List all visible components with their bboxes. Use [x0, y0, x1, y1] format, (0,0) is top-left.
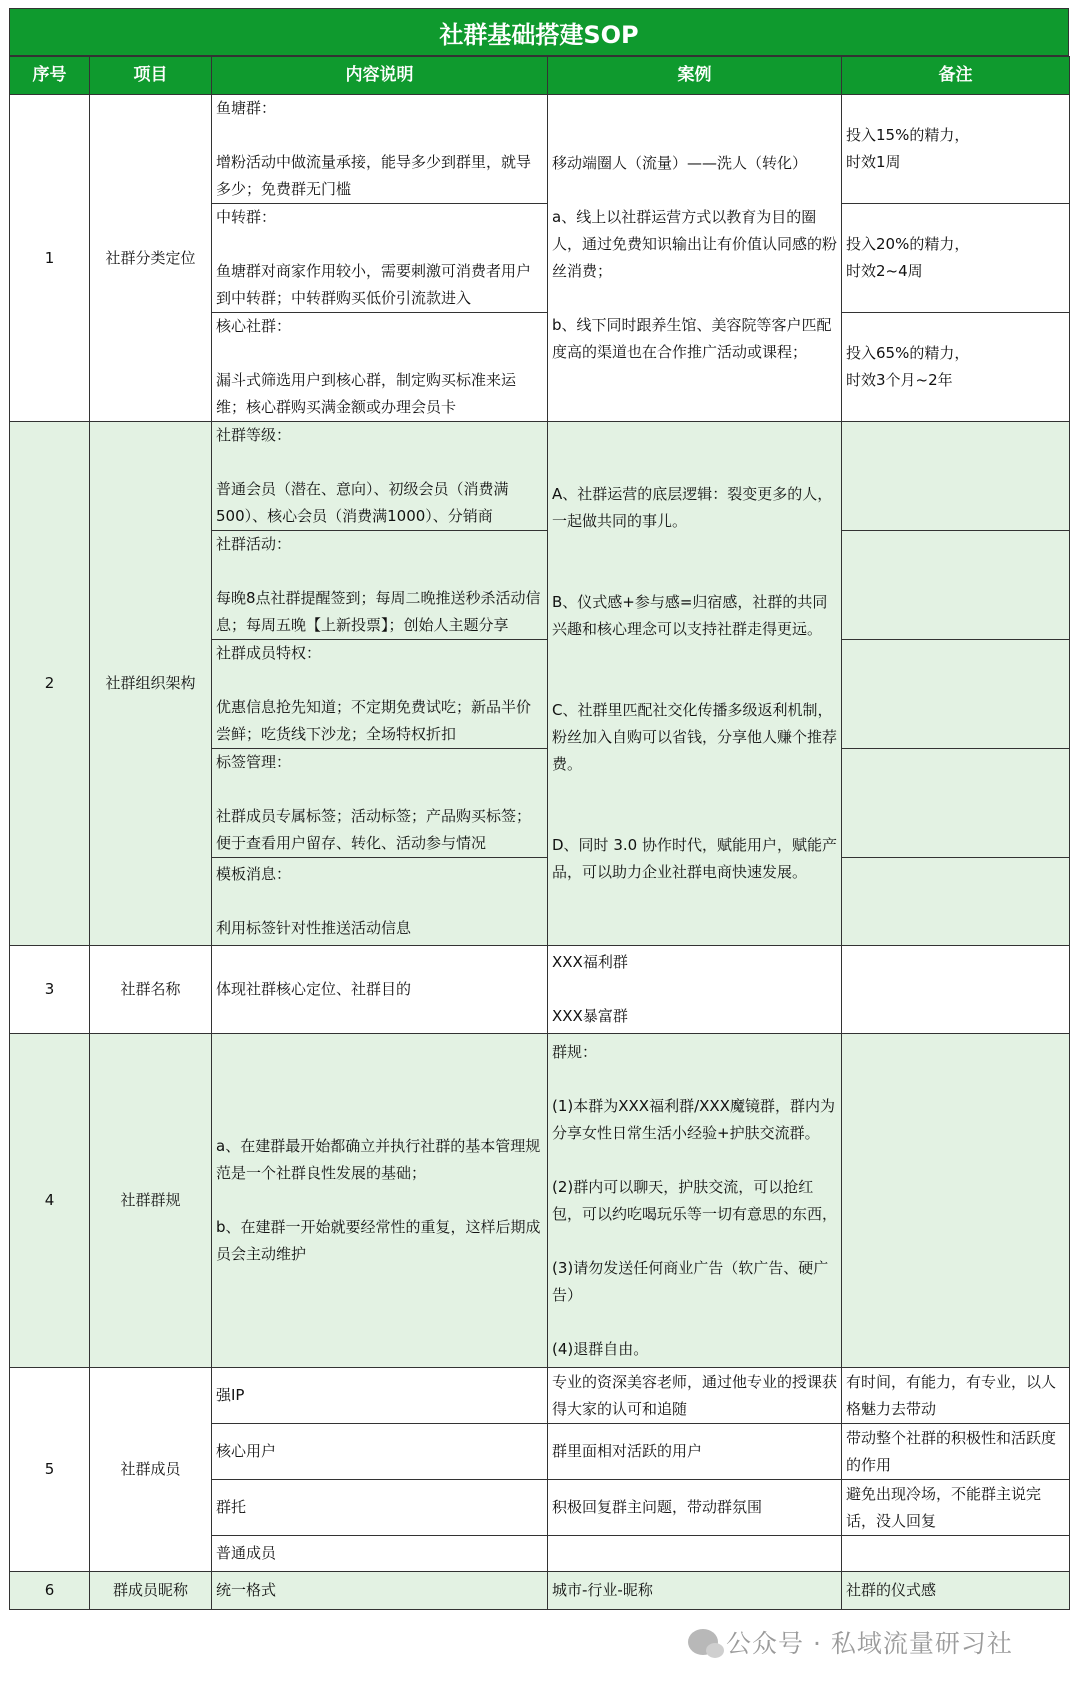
note-cell	[842, 749, 1070, 858]
note-cell: 带动整个社群的积极性和活跃度的作用	[842, 1424, 1070, 1480]
example-cell: 城市-行业-昵称	[548, 1572, 842, 1610]
content-cell: 群托	[212, 1480, 548, 1536]
wechat-icon	[688, 1629, 718, 1655]
example-cell: 群里面相对活跃的用户	[548, 1424, 842, 1480]
content-cell: 核心社群： 漏斗式筛选用户到核心群，制定购买标准来运维；核心群购买满金额或办理会员卡	[212, 313, 548, 422]
example-cell: XXX福利群 XXX暴富群	[548, 946, 842, 1034]
content-cell: a、在建群最开始都确立并执行社群的基本管理规范是一个社群良性发展的基础； b、在建群一开始就要经常性的重复，这样后期成员会主动维护	[212, 1034, 548, 1368]
table-row	[10, 1034, 1070, 1368]
row-no: 1	[10, 95, 90, 422]
row-item: 社群名称	[90, 946, 212, 1034]
content-cell: 强IP	[212, 1368, 548, 1424]
row-no: 2	[10, 422, 90, 946]
watermark	[680, 1622, 1021, 1662]
row-item: 群成员昵称	[90, 1572, 212, 1610]
note-cell: 投入65%的精力， 时效3个月~2年	[842, 313, 1070, 422]
content-cell: 模板消息： 利用标签针对性推送活动信息	[212, 858, 548, 946]
content-cell: 普通成员	[212, 1536, 548, 1572]
note-cell: 投入20%的精力， 时效2~4周	[842, 204, 1070, 313]
header-example: 案例	[548, 57, 842, 95]
table-row	[10, 422, 1070, 531]
header-item: 项目	[90, 57, 212, 95]
note-cell: 投入15%的精力， 时效1周	[842, 95, 1070, 204]
content-cell: 体现社群核心定位、社群目的	[212, 946, 548, 1034]
table-row	[10, 946, 1070, 1034]
content-cell: 社群成员特权： 优惠信息抢先知道；不定期免费试吃；新品半价尝鲜；吃货线下沙龙；全场特权折扣	[212, 640, 548, 749]
note-cell: 社群的仪式感	[842, 1572, 1070, 1610]
content-cell: 社群活动： 每晚8点社群提醒签到；每周二晚推送秒杀活动信息；每周五晚【上新投票】；创始人主题分享	[212, 531, 548, 640]
header-no: 序号	[10, 57, 90, 95]
row-no: 3	[10, 946, 90, 1034]
row-no: 6	[10, 1572, 90, 1610]
note-cell	[842, 422, 1070, 531]
note-cell	[842, 640, 1070, 749]
content-cell: 标签管理： 社群成员专属标签；活动标签；产品购买标签；便于查看用户留存、转化、活动参与情况	[212, 749, 548, 858]
row-item: 社群群规	[90, 1034, 212, 1368]
example-cell: 移动端圈人（流量）——洗人（转化） a、线上以社群运营方式以教育为目的圈人，通过免费知识输出让有价值认同感的粉丝消费； b、线下同时跟养生馆、美容院等客户匹配度高的渠道也在合作推广活动或课程；	[548, 95, 842, 422]
note-cell	[842, 531, 1070, 640]
row-item: 社群成员	[90, 1368, 212, 1572]
note-cell	[842, 1536, 1070, 1572]
row-item: 社群分类定位	[90, 95, 212, 422]
row-item: 社群组织架构	[90, 422, 212, 946]
header-content: 内容说明	[212, 57, 548, 95]
content-cell: 中转群： 鱼塘群对商家作用较小，需要刺激可消费者用户到中转群；中转群购买低价引流款进入	[212, 204, 548, 313]
sop-table	[9, 56, 1070, 1610]
row-no: 4	[10, 1034, 90, 1368]
content-cell: 核心用户	[212, 1424, 548, 1480]
header-row	[10, 57, 1070, 95]
header-notes: 备注	[842, 57, 1070, 95]
sheet-title: 社群基础搭建SOP	[9, 8, 1069, 56]
content-cell: 社群等级： 普通会员（潜在、意向）、初级会员（消费满500）、核心会员（消费满1000）、分销商	[212, 422, 548, 531]
table-row	[10, 1368, 1070, 1424]
example-cell: 积极回复群主问题，带动群氛围	[548, 1480, 842, 1536]
content-cell: 鱼塘群： 增粉活动中做流量承接，能导多少到群里，就导多少；免费群无门槛	[212, 95, 548, 204]
watermark-text: 公众号 · 私域流量研习社	[726, 1629, 1013, 1658]
row-no: 5	[10, 1368, 90, 1572]
content-cell: 统一格式	[212, 1572, 548, 1610]
table-row	[10, 95, 1070, 204]
note-cell: 有时间，有能力，有专业，以人格魅力去带动	[842, 1368, 1070, 1424]
example-cell: 专业的资深美容老师，通过他专业的授课获得大家的认可和追随	[548, 1368, 842, 1424]
example-cell: A、社群运营的底层逻辑：裂变更多的人，一起做共同的事儿。 B、仪式感+参与感=归宿感，社群的共同兴趣和核心理念可以支持社群走得更远。 C、社群里匹配社交化传播多级返利机制，粉丝加入自购可以省钱，分享他人赚个推荐费。 D、同时 3.0 协作时代，赋能用户，赋能产品，可以助力企业社群电商快速发展。	[548, 422, 842, 946]
sop-sheet	[9, 8, 1069, 1610]
note-cell: 避免出现冷场，不能群主说完话，没人回复	[842, 1480, 1070, 1536]
table-row	[10, 1572, 1070, 1610]
note-cell	[842, 946, 1070, 1034]
example-cell	[548, 1536, 842, 1572]
note-cell	[842, 858, 1070, 946]
note-cell	[842, 1034, 1070, 1368]
example-cell: 群规： (1)本群为XXX福利群/XXX魔镜群，群内为分享女性日常生活小经验+护肤交流群。 (2)群内可以聊天，护肤交流，可以抢红包，可以约吃喝玩乐等一切有意思的东西， (3)请勿发送任何商业广告（软广告、硬广告） (4)退群自由。	[548, 1034, 842, 1368]
